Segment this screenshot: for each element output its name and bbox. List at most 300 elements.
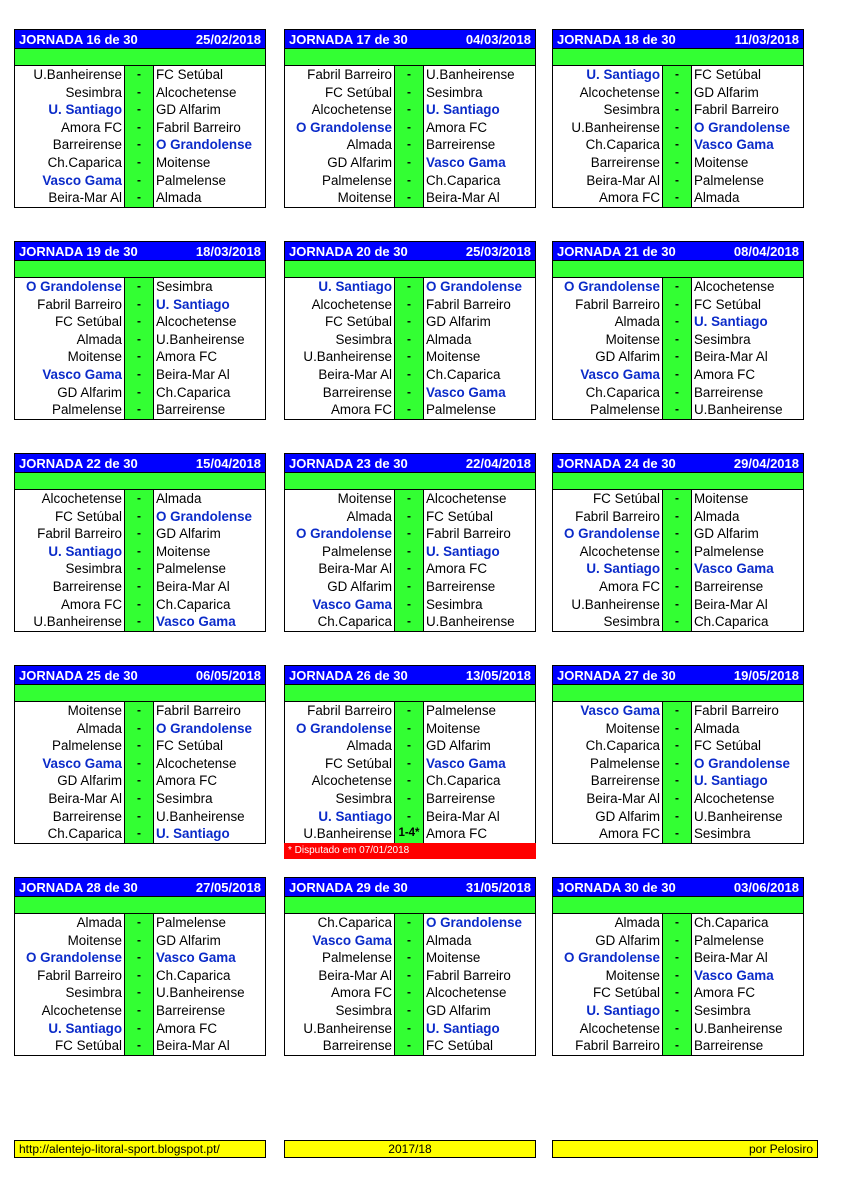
home-team: GD Alfarim — [15, 772, 125, 790]
away-team: GD Alfarim — [694, 526, 759, 542]
round-title: JORNADA 18 de 30 — [557, 31, 676, 47]
away-team: Palmelense — [426, 703, 496, 718]
match-score: - — [663, 932, 692, 950]
away-team: Fabril Barreiro — [156, 703, 241, 718]
match-row — [15, 66, 265, 84]
match-row — [285, 366, 535, 384]
match-score: - — [125, 543, 154, 561]
home-team: Amora FC — [285, 984, 395, 1002]
away-team: Amora FC — [426, 119, 488, 135]
match-row — [553, 296, 803, 314]
round-header — [15, 30, 265, 49]
match-score: - — [395, 119, 424, 137]
match-score: - — [125, 508, 154, 526]
header-spacer — [285, 261, 535, 278]
round-title: JORNADA 26 de 30 — [289, 667, 408, 683]
home-team: Alcochetense — [553, 543, 663, 561]
header-spacer — [285, 473, 535, 490]
away-team: Vasco Gama — [694, 967, 774, 983]
round-header — [285, 454, 535, 473]
match-row — [285, 1037, 535, 1055]
round-title: JORNADA 29 de 30 — [289, 879, 408, 895]
away-team: Moitense — [426, 720, 481, 736]
match-row — [553, 596, 803, 614]
home-team: Moitense — [553, 720, 663, 738]
match-score: - — [395, 737, 424, 755]
match-score: - — [663, 949, 692, 967]
match-score: - — [125, 401, 154, 419]
footer-author: por Pelosiro — [552, 1140, 818, 1158]
match-score: - — [663, 490, 692, 508]
home-team: Almada — [553, 313, 663, 331]
match-score: - — [125, 490, 154, 508]
match-row — [285, 313, 535, 331]
round-header — [553, 454, 803, 473]
match-score: - — [125, 737, 154, 755]
round-card — [284, 241, 536, 420]
match-score: - — [125, 967, 154, 985]
match-score: - — [395, 967, 424, 985]
away-team: Vasco Gama — [694, 561, 774, 577]
home-team: Sesimbra — [285, 790, 395, 808]
away-team: Almada — [156, 491, 202, 506]
away-team: Palmelense — [156, 915, 226, 930]
away-team: GD Alfarim — [156, 526, 221, 542]
match-row — [553, 808, 803, 826]
home-team: O Grandolense — [553, 278, 663, 296]
home-team: Almada — [15, 914, 125, 932]
away-team: FC Setúbal — [426, 1038, 493, 1054]
match-row — [285, 949, 535, 967]
match-score: - — [395, 384, 424, 402]
home-team: Sesimbra — [15, 984, 125, 1002]
home-team: Almada — [15, 720, 125, 738]
home-team: O Grandolense — [285, 720, 395, 738]
away-team: Ch.Caparica — [426, 172, 501, 188]
home-team: Alcochetense — [15, 1002, 125, 1020]
match-row — [553, 1037, 803, 1055]
round-title: JORNADA 19 de 30 — [19, 243, 138, 259]
home-team: U.Banheirense — [285, 1020, 395, 1038]
away-team: Almada — [694, 190, 740, 206]
match-score: - — [663, 702, 692, 720]
home-team: U. Santiago — [553, 66, 663, 84]
home-team: U. Santiago — [15, 101, 125, 119]
home-team: FC Setúbal — [553, 490, 663, 508]
away-team: Alcochetense — [426, 491, 507, 506]
round-title: JORNADA 21 de 30 — [557, 243, 676, 259]
round-date: 29/04/2018 — [733, 455, 799, 471]
match-row — [553, 313, 803, 331]
match-row — [553, 401, 803, 419]
match-row — [15, 560, 265, 578]
home-team: Amora FC — [553, 578, 663, 596]
round-date: 31/05/2018 — [465, 879, 531, 895]
match-score: - — [395, 508, 424, 526]
home-team: Vasco Gama — [15, 172, 125, 190]
home-team: Barreirense — [285, 1037, 395, 1055]
home-team: Ch.Caparica — [285, 914, 395, 932]
home-team: Almada — [285, 737, 395, 755]
home-team: Amora FC — [553, 189, 663, 207]
match-row — [553, 384, 803, 402]
match-score: - — [663, 101, 692, 119]
home-team: Fabril Barreiro — [15, 967, 125, 985]
home-team: Ch.Caparica — [553, 737, 663, 755]
match-score: - — [395, 1037, 424, 1055]
match-score: - — [125, 596, 154, 614]
away-team: Beira-Mar Al — [426, 808, 500, 824]
match-score: - — [395, 790, 424, 808]
away-team: Ch.Caparica — [426, 773, 501, 789]
round-row — [14, 665, 818, 877]
away-team: GD Alfarim — [426, 1002, 491, 1018]
home-team: Sesimbra — [285, 1002, 395, 1020]
match-row — [553, 967, 803, 985]
away-team: Ch.Caparica — [426, 366, 501, 382]
match-row — [285, 543, 535, 561]
home-team: Beira-Mar Al — [285, 366, 395, 384]
home-team: O Grandolense — [285, 525, 395, 543]
away-team: Beira-Mar Al — [426, 190, 500, 206]
match-score: - — [663, 66, 692, 84]
match-score: - — [395, 808, 424, 826]
match-row — [15, 136, 265, 154]
match-score: - — [125, 1002, 154, 1020]
match-row — [285, 490, 535, 508]
round-header — [553, 242, 803, 261]
home-team: Moitense — [285, 490, 395, 508]
match-row — [15, 720, 265, 738]
match-score: - — [395, 1002, 424, 1020]
away-team: Moitense — [156, 154, 211, 170]
away-team: Moitense — [426, 950, 481, 966]
header-spacer — [553, 49, 803, 66]
header-spacer — [553, 897, 803, 914]
match-score: - — [663, 1020, 692, 1038]
home-team: U.Banheirense — [285, 348, 395, 366]
away-team: Beira-Mar Al — [156, 366, 230, 382]
match-score: - — [663, 825, 692, 843]
home-team: Almada — [553, 914, 663, 932]
match-row — [553, 331, 803, 349]
round-date: 25/02/2018 — [195, 31, 261, 47]
home-team: Vasco Gama — [285, 596, 395, 614]
match-row — [285, 154, 535, 172]
match-score: - — [663, 755, 692, 773]
away-team: Barreirense — [694, 1038, 764, 1054]
home-team: Moitense — [285, 189, 395, 207]
round-date: 03/06/2018 — [733, 879, 799, 895]
home-team: GD Alfarim — [285, 578, 395, 596]
match-score: - — [395, 560, 424, 578]
match-score: - — [125, 189, 154, 207]
match-score: - — [395, 720, 424, 738]
away-team: Almada — [426, 331, 472, 347]
away-team: Ch.Caparica — [694, 915, 769, 930]
match-score: - — [125, 136, 154, 154]
match-row — [15, 702, 265, 720]
away-team: Sesimbra — [426, 596, 483, 612]
match-score: - — [395, 984, 424, 1002]
home-team: Palmelense — [15, 401, 125, 419]
round-card — [552, 29, 804, 208]
match-score: - — [395, 84, 424, 102]
match-row — [553, 101, 803, 119]
round-date: 22/04/2018 — [465, 455, 531, 471]
header-spacer — [285, 49, 535, 66]
match-score: - — [395, 755, 424, 773]
away-team: Vasco Gama — [156, 614, 236, 630]
header-spacer — [553, 261, 803, 278]
match-score: - — [125, 914, 154, 932]
match-score: - — [125, 101, 154, 119]
match-row — [553, 490, 803, 508]
home-team: Fabril Barreiro — [15, 525, 125, 543]
round-title: JORNADA 20 de 30 — [289, 243, 408, 259]
match-score: - — [663, 136, 692, 154]
away-team: O Grandolense — [694, 119, 790, 135]
away-team: Almada — [694, 720, 740, 736]
match-row — [15, 84, 265, 102]
match-row — [285, 1002, 535, 1020]
home-team: Palmelense — [285, 949, 395, 967]
home-team: Vasco Gama — [15, 755, 125, 773]
home-team: Alcochetense — [553, 1020, 663, 1038]
match-score: - — [663, 278, 692, 296]
round-header — [285, 878, 535, 897]
away-team: FC Setúbal — [156, 738, 223, 754]
round-header — [553, 30, 803, 49]
away-team: Beira-Mar Al — [156, 1038, 230, 1054]
match-row — [285, 525, 535, 543]
home-team: Sesimbra — [15, 560, 125, 578]
round-title: JORNADA 30 de 30 — [557, 879, 676, 895]
home-team: O Grandolense — [553, 949, 663, 967]
round-title: JORNADA 16 de 30 — [19, 31, 138, 47]
match-score: - — [663, 613, 692, 631]
round-title: JORNADA 23 de 30 — [289, 455, 408, 471]
home-team: Sesimbra — [553, 613, 663, 631]
match-row — [285, 189, 535, 207]
away-team: Vasco Gama — [426, 755, 506, 771]
match-score: - — [125, 119, 154, 137]
match-row — [285, 119, 535, 137]
away-team: Beira-Mar Al — [694, 349, 768, 365]
match-row — [15, 525, 265, 543]
away-team: O Grandolense — [156, 137, 252, 153]
away-team: Vasco Gama — [426, 384, 506, 400]
home-team: Moitense — [15, 348, 125, 366]
match-score: - — [125, 172, 154, 190]
home-team: FC Setúbal — [553, 984, 663, 1002]
match-row — [553, 984, 803, 1002]
match-row — [15, 949, 265, 967]
match-row — [553, 348, 803, 366]
match-row — [553, 720, 803, 738]
away-team: Barreirense — [426, 137, 496, 153]
home-team: GD Alfarim — [553, 808, 663, 826]
match-row — [285, 508, 535, 526]
match-score: - — [125, 84, 154, 102]
header-spacer — [15, 897, 265, 914]
header-spacer — [15, 473, 265, 490]
match-score: - — [125, 578, 154, 596]
match-row — [15, 825, 265, 843]
away-team: Barreirense — [426, 578, 496, 594]
round-title: JORNADA 22 de 30 — [19, 455, 138, 471]
away-team: Alcochetense — [694, 790, 775, 806]
match-row — [285, 348, 535, 366]
match-score: - — [125, 949, 154, 967]
match-row — [553, 790, 803, 808]
round-row — [14, 453, 818, 665]
round-row — [14, 877, 818, 1089]
round-row — [14, 241, 818, 453]
home-team: Barreirense — [285, 384, 395, 402]
home-team: Barreirense — [15, 136, 125, 154]
home-team: GD Alfarim — [553, 932, 663, 950]
round-card — [284, 877, 536, 1056]
match-row — [553, 772, 803, 790]
round-date: 08/04/2018 — [733, 243, 799, 259]
round-title: JORNADA 28 de 30 — [19, 879, 138, 895]
round-date: 25/03/2018 — [465, 243, 531, 259]
home-team: Fabril Barreiro — [285, 66, 395, 84]
match-row — [15, 737, 265, 755]
match-score: - — [663, 189, 692, 207]
match-row — [553, 366, 803, 384]
away-team: O Grandolense — [156, 508, 252, 524]
away-team: Moitense — [694, 491, 749, 506]
match-row — [15, 1037, 265, 1055]
away-team: Fabril Barreiro — [426, 296, 511, 312]
match-score: - — [663, 967, 692, 985]
away-team: Fabril Barreiro — [156, 119, 241, 135]
match-row — [285, 790, 535, 808]
match-row — [15, 772, 265, 790]
header-spacer — [553, 685, 803, 702]
match-row — [15, 932, 265, 950]
match-score: - — [663, 560, 692, 578]
away-team: Sesimbra — [156, 279, 213, 294]
away-team: Alcochetense — [156, 314, 237, 330]
match-score: - — [395, 172, 424, 190]
match-row — [285, 932, 535, 950]
home-team: Ch.Caparica — [15, 825, 125, 843]
match-row — [285, 278, 535, 296]
round-title: JORNADA 27 de 30 — [557, 667, 676, 683]
round-title: JORNADA 25 de 30 — [19, 667, 138, 683]
match-score: - — [125, 808, 154, 826]
match-score: - — [125, 613, 154, 631]
match-score: - — [395, 1020, 424, 1038]
home-team: U.Banheirense — [285, 825, 395, 843]
match-row — [15, 154, 265, 172]
away-team: Alcochetense — [156, 84, 237, 100]
match-score: - — [395, 313, 424, 331]
match-row — [15, 313, 265, 331]
match-row — [553, 737, 803, 755]
match-score: - — [125, 313, 154, 331]
away-team: Sesimbra — [694, 826, 751, 842]
round-card — [14, 241, 266, 420]
match-row — [15, 101, 265, 119]
home-team: Almada — [285, 136, 395, 154]
away-team: U. Santiago — [426, 543, 500, 559]
match-row — [553, 1020, 803, 1038]
match-score: - — [125, 790, 154, 808]
home-team: Alcochetense — [285, 296, 395, 314]
match-row — [285, 136, 535, 154]
match-score: - — [663, 525, 692, 543]
home-team: FC Setúbal — [285, 755, 395, 773]
header-spacer — [285, 685, 535, 702]
away-team: U.Banheirense — [156, 808, 245, 824]
away-team: U.Banheirense — [426, 67, 515, 82]
match-row — [553, 1002, 803, 1020]
match-row — [15, 984, 265, 1002]
match-score: - — [663, 790, 692, 808]
round-header — [15, 666, 265, 685]
home-team: Fabril Barreiro — [15, 296, 125, 314]
fixtures-grid — [14, 29, 818, 1089]
match-row — [553, 825, 803, 843]
away-team: U.Banheirense — [156, 331, 245, 347]
round-card — [552, 241, 804, 420]
round-card — [14, 665, 266, 844]
match-score: - — [663, 1002, 692, 1020]
match-score: 1-4* — [395, 825, 424, 843]
match-score: - — [395, 101, 424, 119]
home-team: Sesimbra — [553, 101, 663, 119]
match-row — [15, 543, 265, 561]
match-row — [553, 702, 803, 720]
match-score: - — [663, 808, 692, 826]
home-team: Beira-Mar Al — [15, 189, 125, 207]
away-team: O Grandolense — [156, 720, 252, 736]
match-score: - — [395, 278, 424, 296]
match-score: - — [395, 932, 424, 950]
away-team: O Grandolense — [426, 279, 522, 294]
home-team: Barreirense — [553, 154, 663, 172]
match-score: - — [663, 914, 692, 932]
round-header — [15, 454, 265, 473]
footer-blog-url[interactable]: http://alentejo-litoral-sport.blogspot.pt/ — [14, 1140, 266, 1158]
match-row — [285, 66, 535, 84]
home-team: Beira-Mar Al — [553, 790, 663, 808]
away-team: Ch.Caparica — [156, 384, 231, 400]
match-row — [553, 119, 803, 137]
away-team: U.Banheirense — [694, 808, 783, 824]
match-score: - — [395, 296, 424, 314]
match-score: - — [663, 508, 692, 526]
match-score: - — [125, 331, 154, 349]
home-team: Amora FC — [15, 119, 125, 137]
round-title: JORNADA 24 de 30 — [557, 455, 676, 471]
match-score: - — [663, 296, 692, 314]
home-team: Moitense — [553, 331, 663, 349]
away-team: Sesimbra — [426, 84, 483, 100]
away-team: U.Banheirense — [694, 1020, 783, 1036]
match-row — [553, 278, 803, 296]
home-team: Palmelense — [15, 737, 125, 755]
match-score: - — [663, 578, 692, 596]
home-team: Ch.Caparica — [15, 154, 125, 172]
match-row — [15, 278, 265, 296]
match-row — [285, 560, 535, 578]
match-score: - — [395, 136, 424, 154]
